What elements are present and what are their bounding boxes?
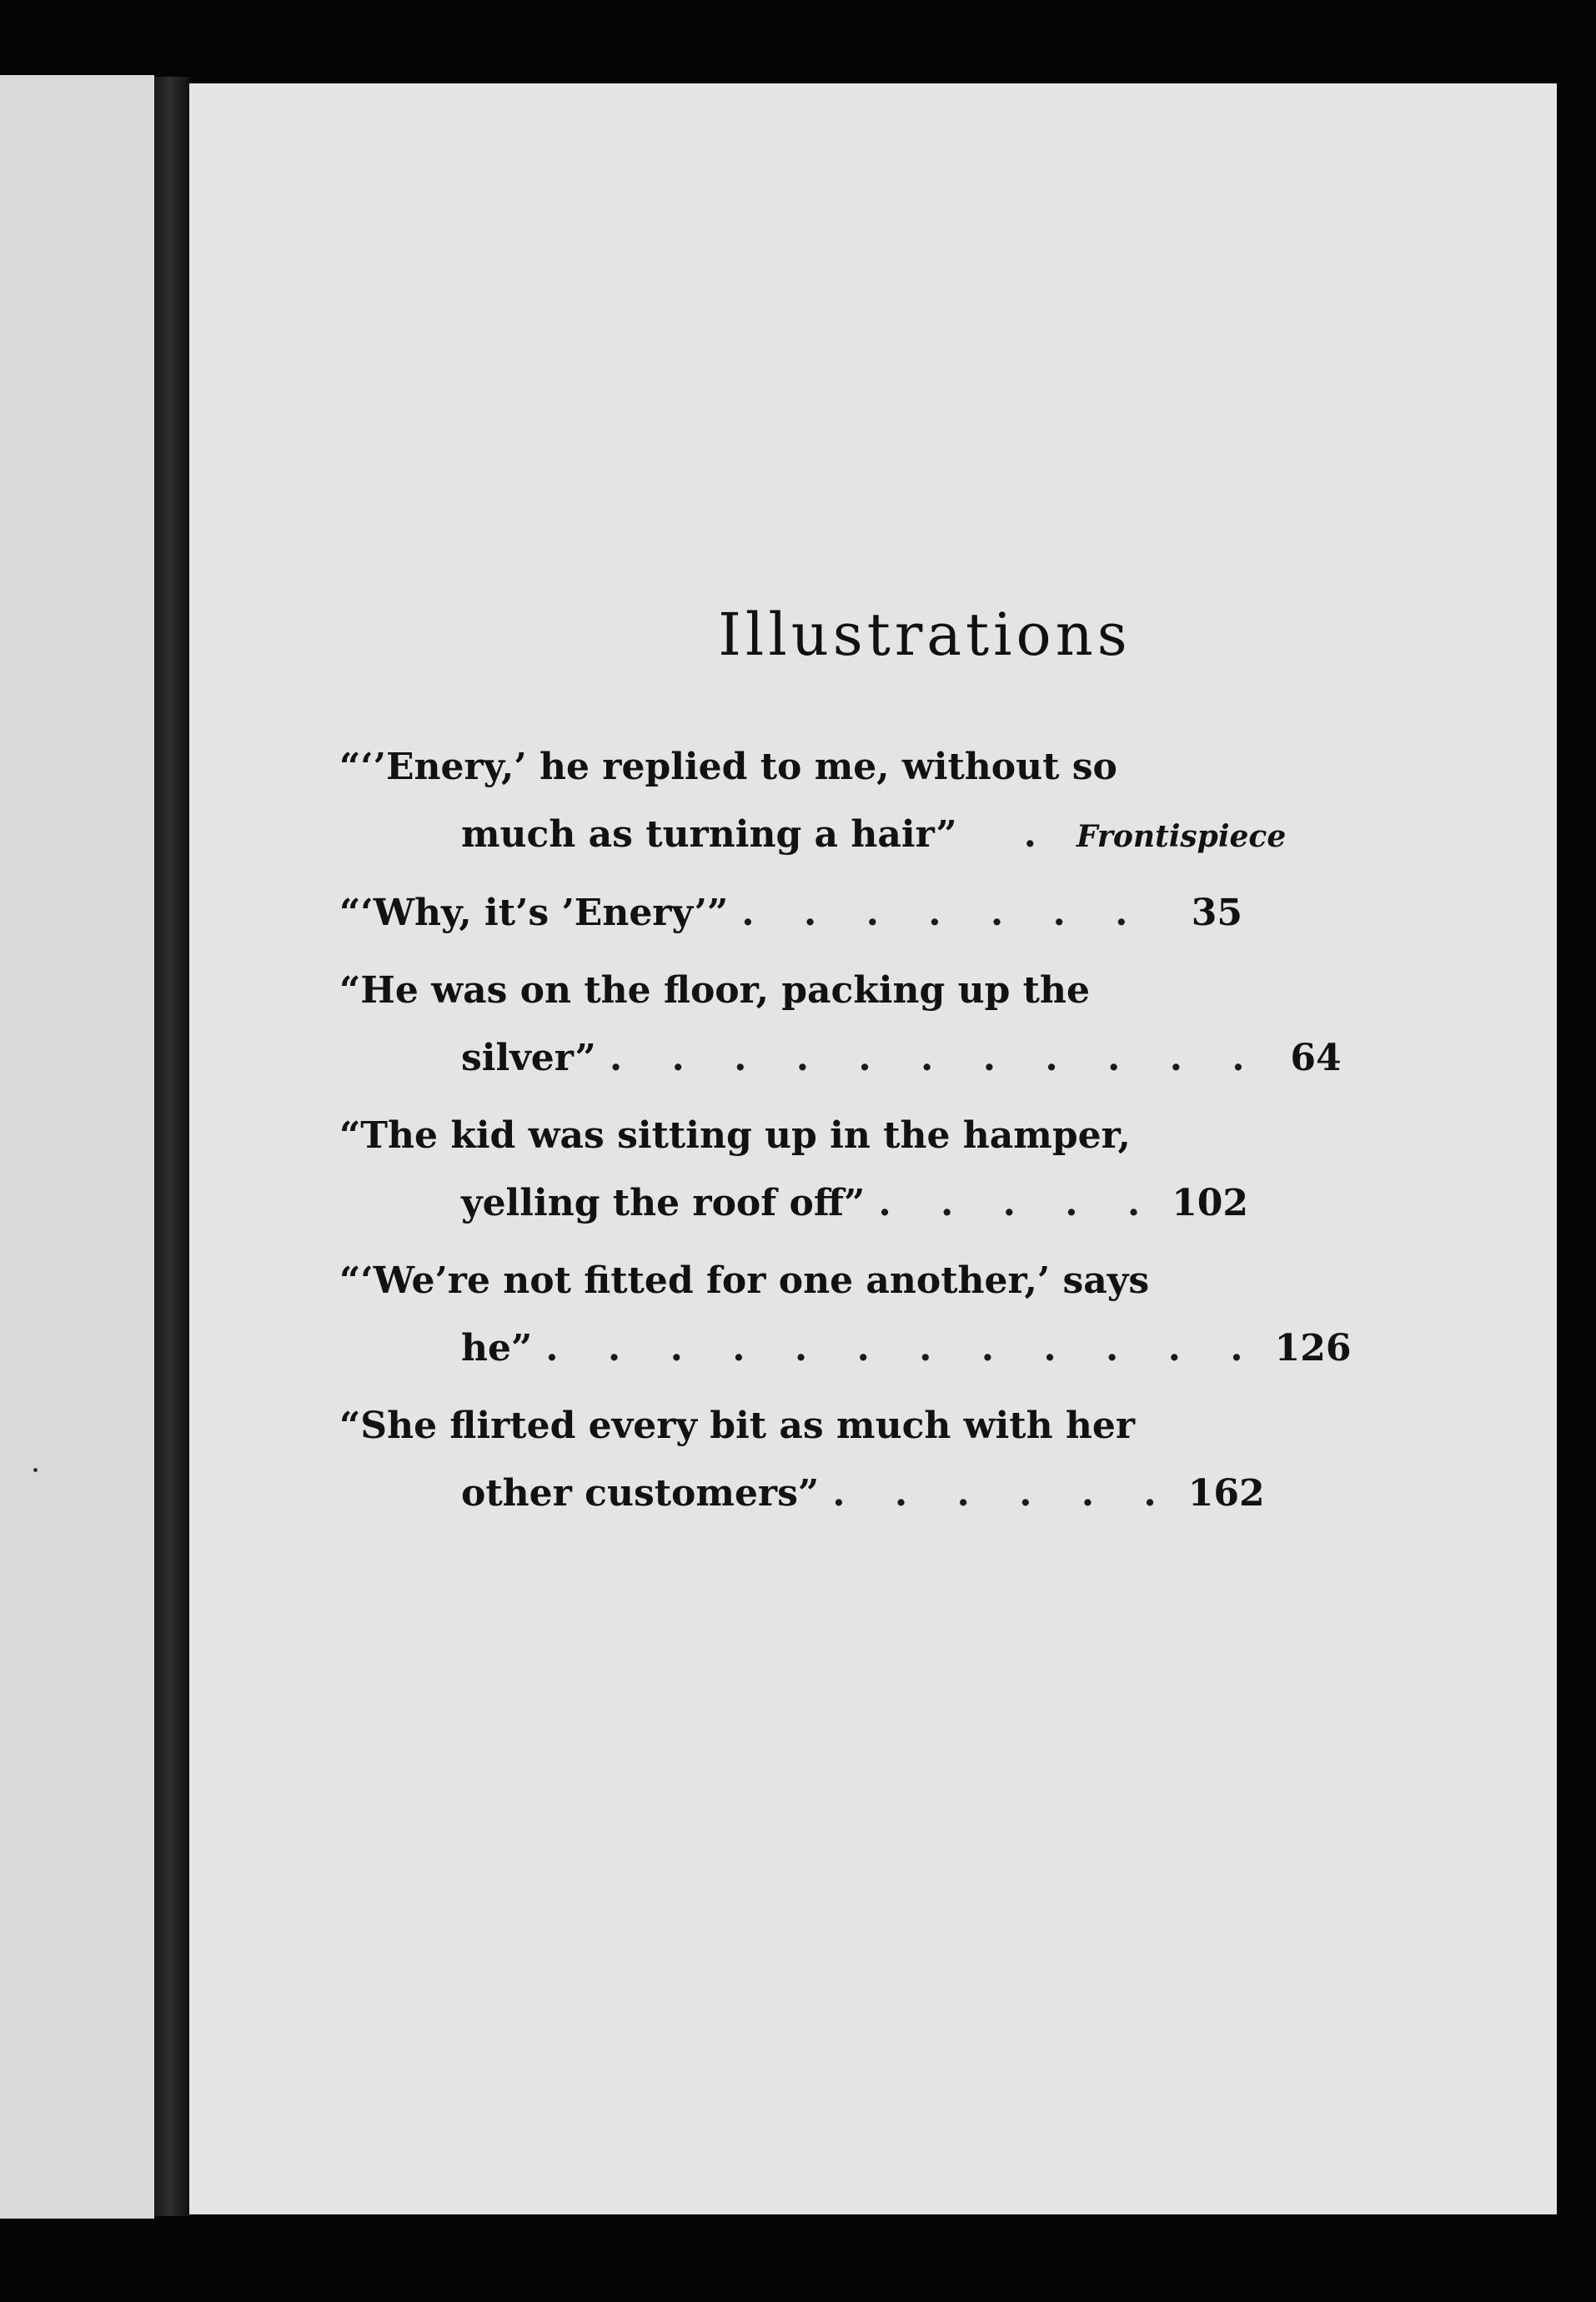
list-item (339, 1103, 1249, 1238)
entry-caption-first-line (339, 734, 1132, 801)
list-item (339, 734, 1287, 869)
entry-caption-first-line (339, 1248, 1150, 1314)
page-reference: 35 (1191, 892, 1242, 934)
entry-caption-first-line (339, 957, 1132, 1024)
entry-caption-last-line (339, 1460, 1265, 1528)
facing-page-edge (0, 75, 154, 2219)
page-reference: 64 (1290, 1037, 1342, 1079)
book-spine (154, 77, 189, 2216)
entry-caption-text: “He was on the floor, packing up the (339, 969, 1090, 1012)
speck-mark (33, 1468, 38, 1472)
list-item (339, 957, 1342, 1093)
list-item (339, 1393, 1265, 1528)
entry-caption-last-line (339, 801, 1287, 869)
dot-leader: . . . . . . (832, 1472, 1175, 1515)
entry-caption-text: other customers” (461, 1472, 820, 1515)
page-reference: 102 (1172, 1182, 1249, 1224)
entry-caption-first-line (339, 1393, 1136, 1460)
page-reference: 126 (1274, 1327, 1352, 1370)
dot-leader: . . . . . . . (741, 892, 1147, 934)
list-item (339, 1248, 1352, 1383)
entry-caption-text: silver” (461, 1037, 596, 1079)
entry-caption-last-line (339, 1169, 1249, 1238)
entry-caption-last-line (339, 1024, 1342, 1093)
entry-caption-last-line (339, 1314, 1352, 1383)
entry-caption-text: he” (461, 1327, 533, 1370)
entry-caption-text: yelling the roof off” (461, 1182, 866, 1224)
entry-caption-last-line (339, 879, 1242, 947)
book-page (189, 83, 1557, 2214)
entry-caption-text: “The kid was sitting up in the hamper, (339, 1114, 1131, 1157)
dot-leader: . . . . . . . . . . . (609, 1037, 1263, 1079)
page-reference: 162 (1187, 1472, 1265, 1515)
list-item (339, 879, 1242, 947)
entry-caption-text: “‘We’re not fitted for one another,’ says (339, 1259, 1150, 1302)
page-reference: Frontispiece (1077, 819, 1287, 854)
dot-leader: . (1023, 813, 1055, 856)
entry-caption-text: “She flirted every bit as much with her (339, 1405, 1136, 1447)
entry-caption-text: “‘’Enery,’ he replied to me, without so (339, 746, 1117, 788)
illustrations-list (339, 734, 1352, 1538)
entry-caption-text: “‘Why, it’s ’Enery’” (339, 892, 729, 934)
dot-leader: . . . . . . . . . . . . (545, 1327, 1262, 1370)
dot-leader: . . . . . (878, 1182, 1159, 1224)
entry-caption-text: much as turning a hair” (461, 813, 957, 856)
entry-caption-first-line (339, 1103, 1132, 1169)
page-title: Illustrations (718, 601, 1132, 669)
